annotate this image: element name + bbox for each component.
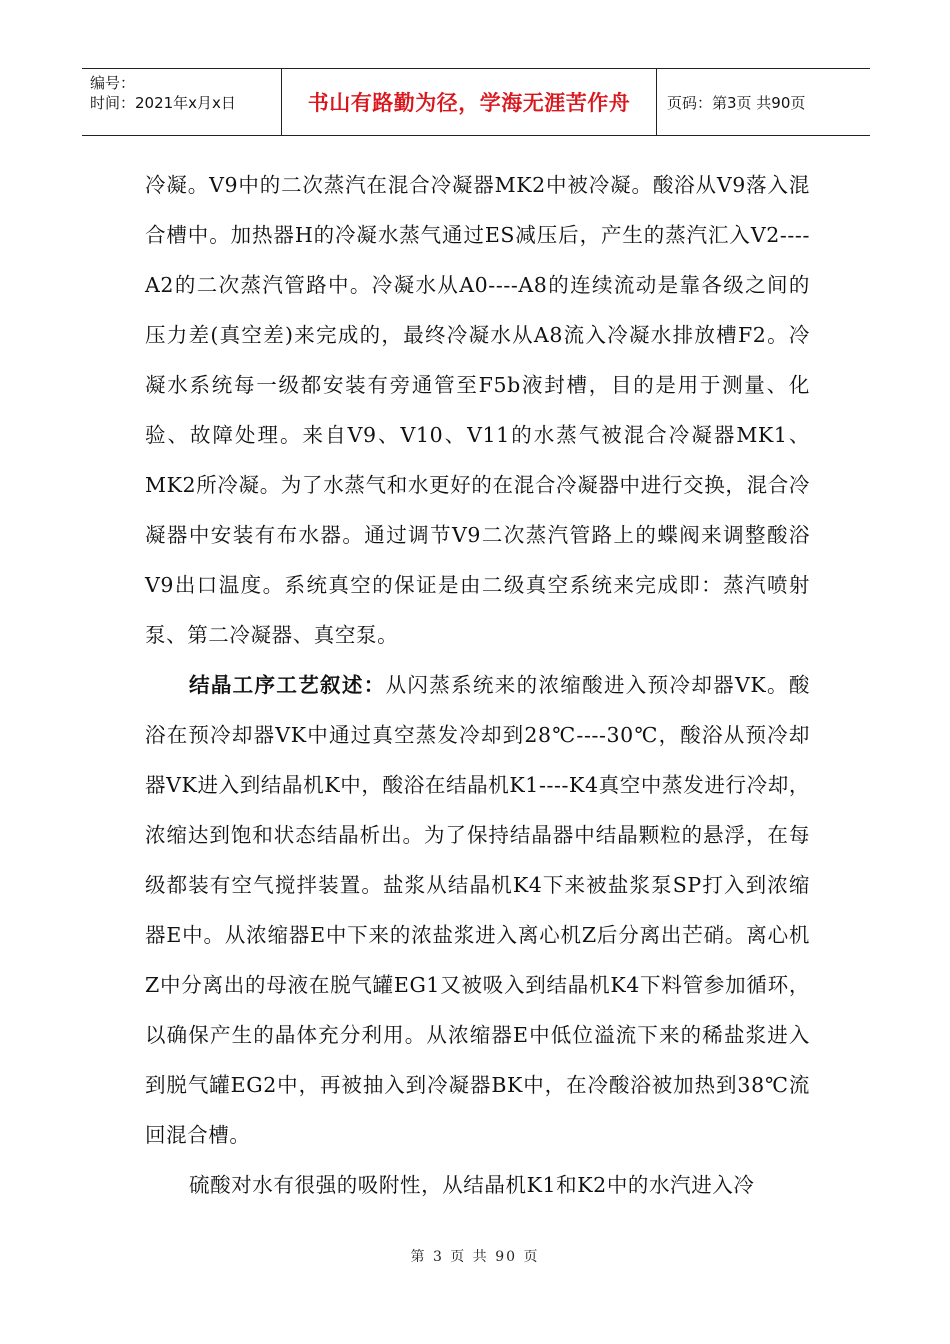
paragraph-crystallization — [145, 660, 810, 1160]
paragraph-condensation: 冷凝。V9中的二次蒸汽在混合冷凝器MK2中被冷凝。酸浴从V9落入混合槽中。加热器H的冷凝水蒸气通过ES减压后，产生的蒸汽汇入V2----A2的二次蒸汽管路中。冷凝水从A0----A8的连续流动是靠各级之间的压力差(真空差)来完成的，最终冷凝水从A8流入冷凝水排放槽F2。冷凝水系统每一级都安装有旁通管至F5b液封槽，目的是用于测量、化验、故障处理。来自V9、V10、V11的水蒸气被混合冷凝器MK1、MK2所冷凝。为了水蒸气和水更好的在混合冷凝器中进行交换，混合冷凝器中安装有布水器。通过调节V9二次蒸汽管路上的蝶阀来调整酸浴V9出口温度。系统真空的保证是由二级真空系统来完成即：蒸汽喷射泵、第二冷凝器、真空泵。 — [145, 173, 810, 647]
paragraph-sulfuric-acid: 硫酸对水有很强的吸附性，从结晶机K1和K2中的水汽进入冷 — [189, 1173, 755, 1197]
header-page-info: 页码：第3页 共90页 — [667, 93, 806, 112]
page-header — [82, 68, 870, 136]
number-label: 编号： — [90, 74, 136, 92]
header-meta — [82, 69, 282, 135]
document-body — [145, 160, 810, 1210]
section-heading: 结晶工序工艺叙述： — [189, 673, 386, 697]
header-motto: 书山有路勤为径，学海无涯苦作舟 — [282, 69, 657, 135]
paragraph-crystallization-text: 从闪蒸系统来的浓缩酸进入预冷却器VK。酸浴在预冷却器VK中通过真空蒸发冷却到28℃----30℃，酸浴从预冷却器VK进入到结晶机K中，酸浴在结晶机K1----K4真空中蒸发进行冷却，浓缩达到饱和状态结晶析出。为了保持结晶器中结晶颗粒的悬浮，在每级都装有空气搅拌装置。盐浆从结晶机K4下来被盐浆泵SP打入到浓缩器E中。从浓缩器E中下来的浓盐浆进入离心机Z后分离出芒硝。离心机Z中分离出的母液在脱气罐EG1又被吸入到结晶机K4下料管参加循环，以确保产生的晶体充分利用。从浓缩器E中低位溢流下来的稀盐浆进入到脱气罐EG2中，再被抽入到冷凝器BK中，在冷酸浴被加热到38℃流回混合槽。 — [145, 673, 810, 1147]
page-footer: 第 3 页 共 90 页 — [410, 1249, 540, 1265]
time-label: 时间：2021年x月x日 — [90, 94, 236, 112]
